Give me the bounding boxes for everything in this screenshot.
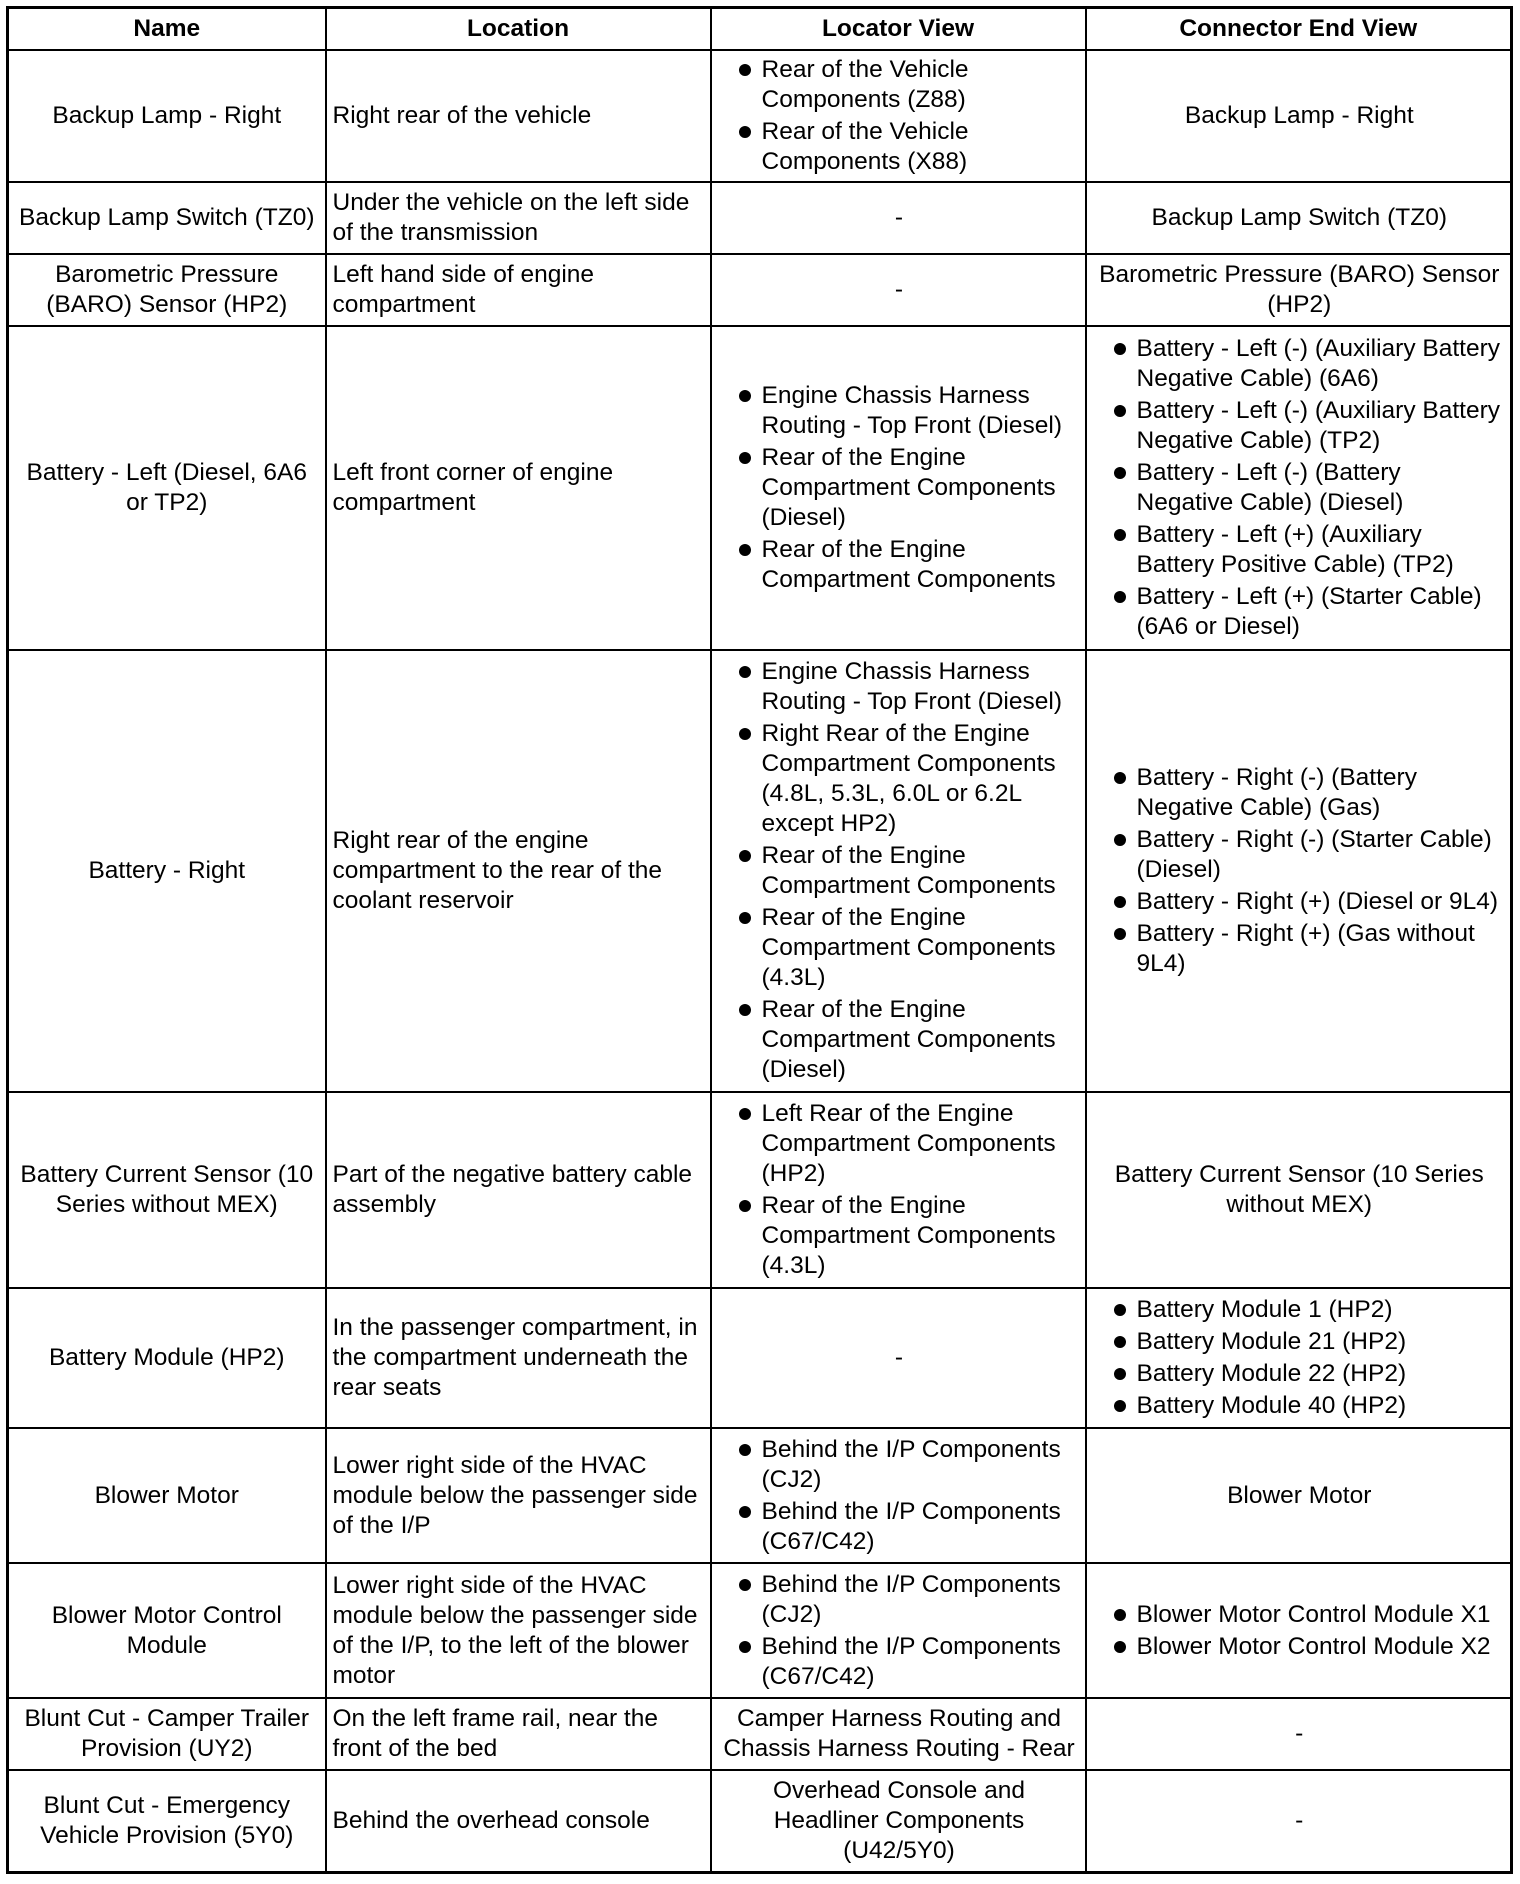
cell-connector-end-view: - xyxy=(1086,1770,1512,1872)
cell-locator-view xyxy=(711,1428,1086,1563)
cell-locator-view: - xyxy=(711,182,1086,254)
cell-locator-view xyxy=(711,50,1086,182)
cell-name: Backup Lamp - Right xyxy=(8,50,326,182)
connector-view-item: Battery - Left (+) (Auxiliary Battery Positive Cable) (TP2) xyxy=(1095,520,1505,580)
locator-view-item: Rear of the Vehicle Components (Z88) xyxy=(720,55,1079,115)
locator-view-item: Engine Chassis Harness Routing - Top Front (Diesel) xyxy=(720,381,1079,441)
connector-view-item: Battery Module 21 (HP2) xyxy=(1095,1327,1505,1357)
connector-view-item: Battery - Left (+) (Starter Cable) (6A6 or Diesel) xyxy=(1095,582,1505,642)
header-name: Name xyxy=(8,8,326,51)
cell-location: In the passenger compartment, in the compartment underneath the rear seats xyxy=(326,1288,711,1428)
connector-view-item: Battery Module 40 (HP2) xyxy=(1095,1391,1505,1421)
cell-locator-view xyxy=(711,1563,1086,1698)
connector-view-item: Battery - Left (-) (Battery Negative Cable) (Diesel) xyxy=(1095,458,1505,518)
cell-location: Lower right side of the HVAC module below the passenger side of the I/P, to the left of the blower motor xyxy=(326,1563,711,1698)
cell-location: Lower right side of the HVAC module below the passenger side of the I/P xyxy=(326,1428,711,1563)
cell-connector-end-view xyxy=(1086,326,1512,650)
header-connector-end-view: Connector End View xyxy=(1086,8,1512,51)
cell-name: Blunt Cut - Camper Trailer Provision (UY2) xyxy=(8,1698,326,1770)
cell-name: Blunt Cut - Emergency Vehicle Provision (5Y0) xyxy=(8,1770,326,1872)
locator-view-item: Rear of the Engine Compartment Components (4.3L) xyxy=(720,1191,1079,1281)
locator-view-item: Behind the I/P Components (C67/C42) xyxy=(720,1632,1079,1692)
cell-name: Backup Lamp Switch (TZ0) xyxy=(8,182,326,254)
cell-location: Left front corner of engine compartment xyxy=(326,326,711,650)
header-location: Location xyxy=(326,8,711,51)
connector-view-item: Battery - Right (+) (Diesel or 9L4) xyxy=(1095,887,1505,917)
table-row xyxy=(8,1092,1512,1288)
connector-view-item: Battery Module 1 (HP2) xyxy=(1095,1295,1505,1325)
locator-view-item: Rear of the Engine Compartment Components (Diesel) xyxy=(720,995,1079,1085)
cell-locator-view: Camper Harness Routing and Chassis Harness Routing - Rear xyxy=(711,1698,1086,1770)
cell-connector-end-view xyxy=(1086,1288,1512,1428)
connector-view-item: Blower Motor Control Module X2 xyxy=(1095,1632,1505,1662)
cell-location: Right rear of the engine compartment to the rear of the coolant reservoir xyxy=(326,650,711,1092)
cell-location: Right rear of the vehicle xyxy=(326,50,711,182)
cell-location: Part of the negative battery cable assembly xyxy=(326,1092,711,1288)
cell-connector-end-view xyxy=(1086,650,1512,1092)
cell-name: Battery Current Sensor (10 Series without MEX) xyxy=(8,1092,326,1288)
connector-view-item: Battery - Right (+) (Gas without 9L4) xyxy=(1095,919,1505,979)
table-body xyxy=(8,50,1512,1872)
cell-connector-end-view: Blower Motor xyxy=(1086,1428,1512,1563)
cell-name: Blower Motor Control Module xyxy=(8,1563,326,1698)
locator-view-item: Rear of the Engine Compartment Components xyxy=(720,535,1079,595)
locator-view-item: Behind the I/P Components (CJ2) xyxy=(720,1570,1079,1630)
cell-locator-view: - xyxy=(711,254,1086,326)
cell-locator-view: Overhead Console and Headliner Components (U42/5Y0) xyxy=(711,1770,1086,1872)
cell-connector-end-view xyxy=(1086,1563,1512,1698)
table-row xyxy=(8,254,1512,326)
cell-connector-end-view: Backup Lamp Switch (TZ0) xyxy=(1086,182,1512,254)
cell-connector-end-view: Backup Lamp - Right xyxy=(1086,50,1512,182)
cell-name: Battery - Left (Diesel, 6A6 or TP2) xyxy=(8,326,326,650)
cell-location: Left hand side of engine compartment xyxy=(326,254,711,326)
locator-view-item: Engine Chassis Harness Routing - Top Front (Diesel) xyxy=(720,657,1079,717)
cell-locator-view xyxy=(711,650,1086,1092)
table-row xyxy=(8,650,1512,1092)
cell-locator-view xyxy=(711,1092,1086,1288)
table-row xyxy=(8,1563,1512,1698)
locator-view-item: Rear of the Engine Compartment Components xyxy=(720,841,1079,901)
connector-view-item: Battery - Left (-) (Auxiliary Battery Negative Cable) (TP2) xyxy=(1095,396,1505,456)
locator-view-item: Right Rear of the Engine Compartment Components (4.8L, 5.3L, 6.0L or 6.2L except HP2) xyxy=(720,719,1079,839)
cell-name: Battery - Right xyxy=(8,650,326,1092)
table-header xyxy=(8,8,1512,51)
cell-connector-end-view: Barometric Pressure (BARO) Sensor (HP2) xyxy=(1086,254,1512,326)
table-row xyxy=(8,182,1512,254)
locator-table-sheet xyxy=(6,6,1510,1874)
cell-name: Battery Module (HP2) xyxy=(8,1288,326,1428)
connector-view-item: Battery - Left (-) (Auxiliary Battery Negative Cable) (6A6) xyxy=(1095,334,1505,394)
locator-view-item: Behind the I/P Components (C67/C42) xyxy=(720,1497,1079,1557)
table-row xyxy=(8,1770,1512,1872)
table-row xyxy=(8,1698,1512,1770)
table-row xyxy=(8,326,1512,650)
cell-location: On the left frame rail, near the front of the bed xyxy=(326,1698,711,1770)
connector-view-item: Blower Motor Control Module X1 xyxy=(1095,1600,1505,1630)
locator-view-item: Rear of the Engine Compartment Components (Diesel) xyxy=(720,443,1079,533)
locator-view-item: Rear of the Vehicle Components (X88) xyxy=(720,117,1079,177)
table-row xyxy=(8,1288,1512,1428)
locator-view-item: Behind the I/P Components (CJ2) xyxy=(720,1435,1079,1495)
table-row xyxy=(8,50,1512,182)
connector-view-item: Battery - Right (-) (Starter Cable) (Diesel) xyxy=(1095,825,1505,885)
cell-location: Under the vehicle on the left side of the transmission xyxy=(326,182,711,254)
locator-view-item: Left Rear of the Engine Compartment Components (HP2) xyxy=(720,1099,1079,1189)
cell-name: Barometric Pressure (BARO) Sensor (HP2) xyxy=(8,254,326,326)
locator-view-item: Rear of the Engine Compartment Components (4.3L) xyxy=(720,903,1079,993)
connector-view-item: Battery - Right (-) (Battery Negative Cable) (Gas) xyxy=(1095,763,1505,823)
component-locator-table xyxy=(6,6,1513,1874)
connector-view-item: Battery Module 22 (HP2) xyxy=(1095,1359,1505,1389)
cell-locator-view: - xyxy=(711,1288,1086,1428)
cell-location: Behind the overhead console xyxy=(326,1770,711,1872)
cell-name: Blower Motor xyxy=(8,1428,326,1563)
header-locator-view: Locator View xyxy=(711,8,1086,51)
cell-connector-end-view: Battery Current Sensor (10 Series without MEX) xyxy=(1086,1092,1512,1288)
table-row xyxy=(8,1428,1512,1563)
cell-connector-end-view: - xyxy=(1086,1698,1512,1770)
cell-locator-view xyxy=(711,326,1086,650)
